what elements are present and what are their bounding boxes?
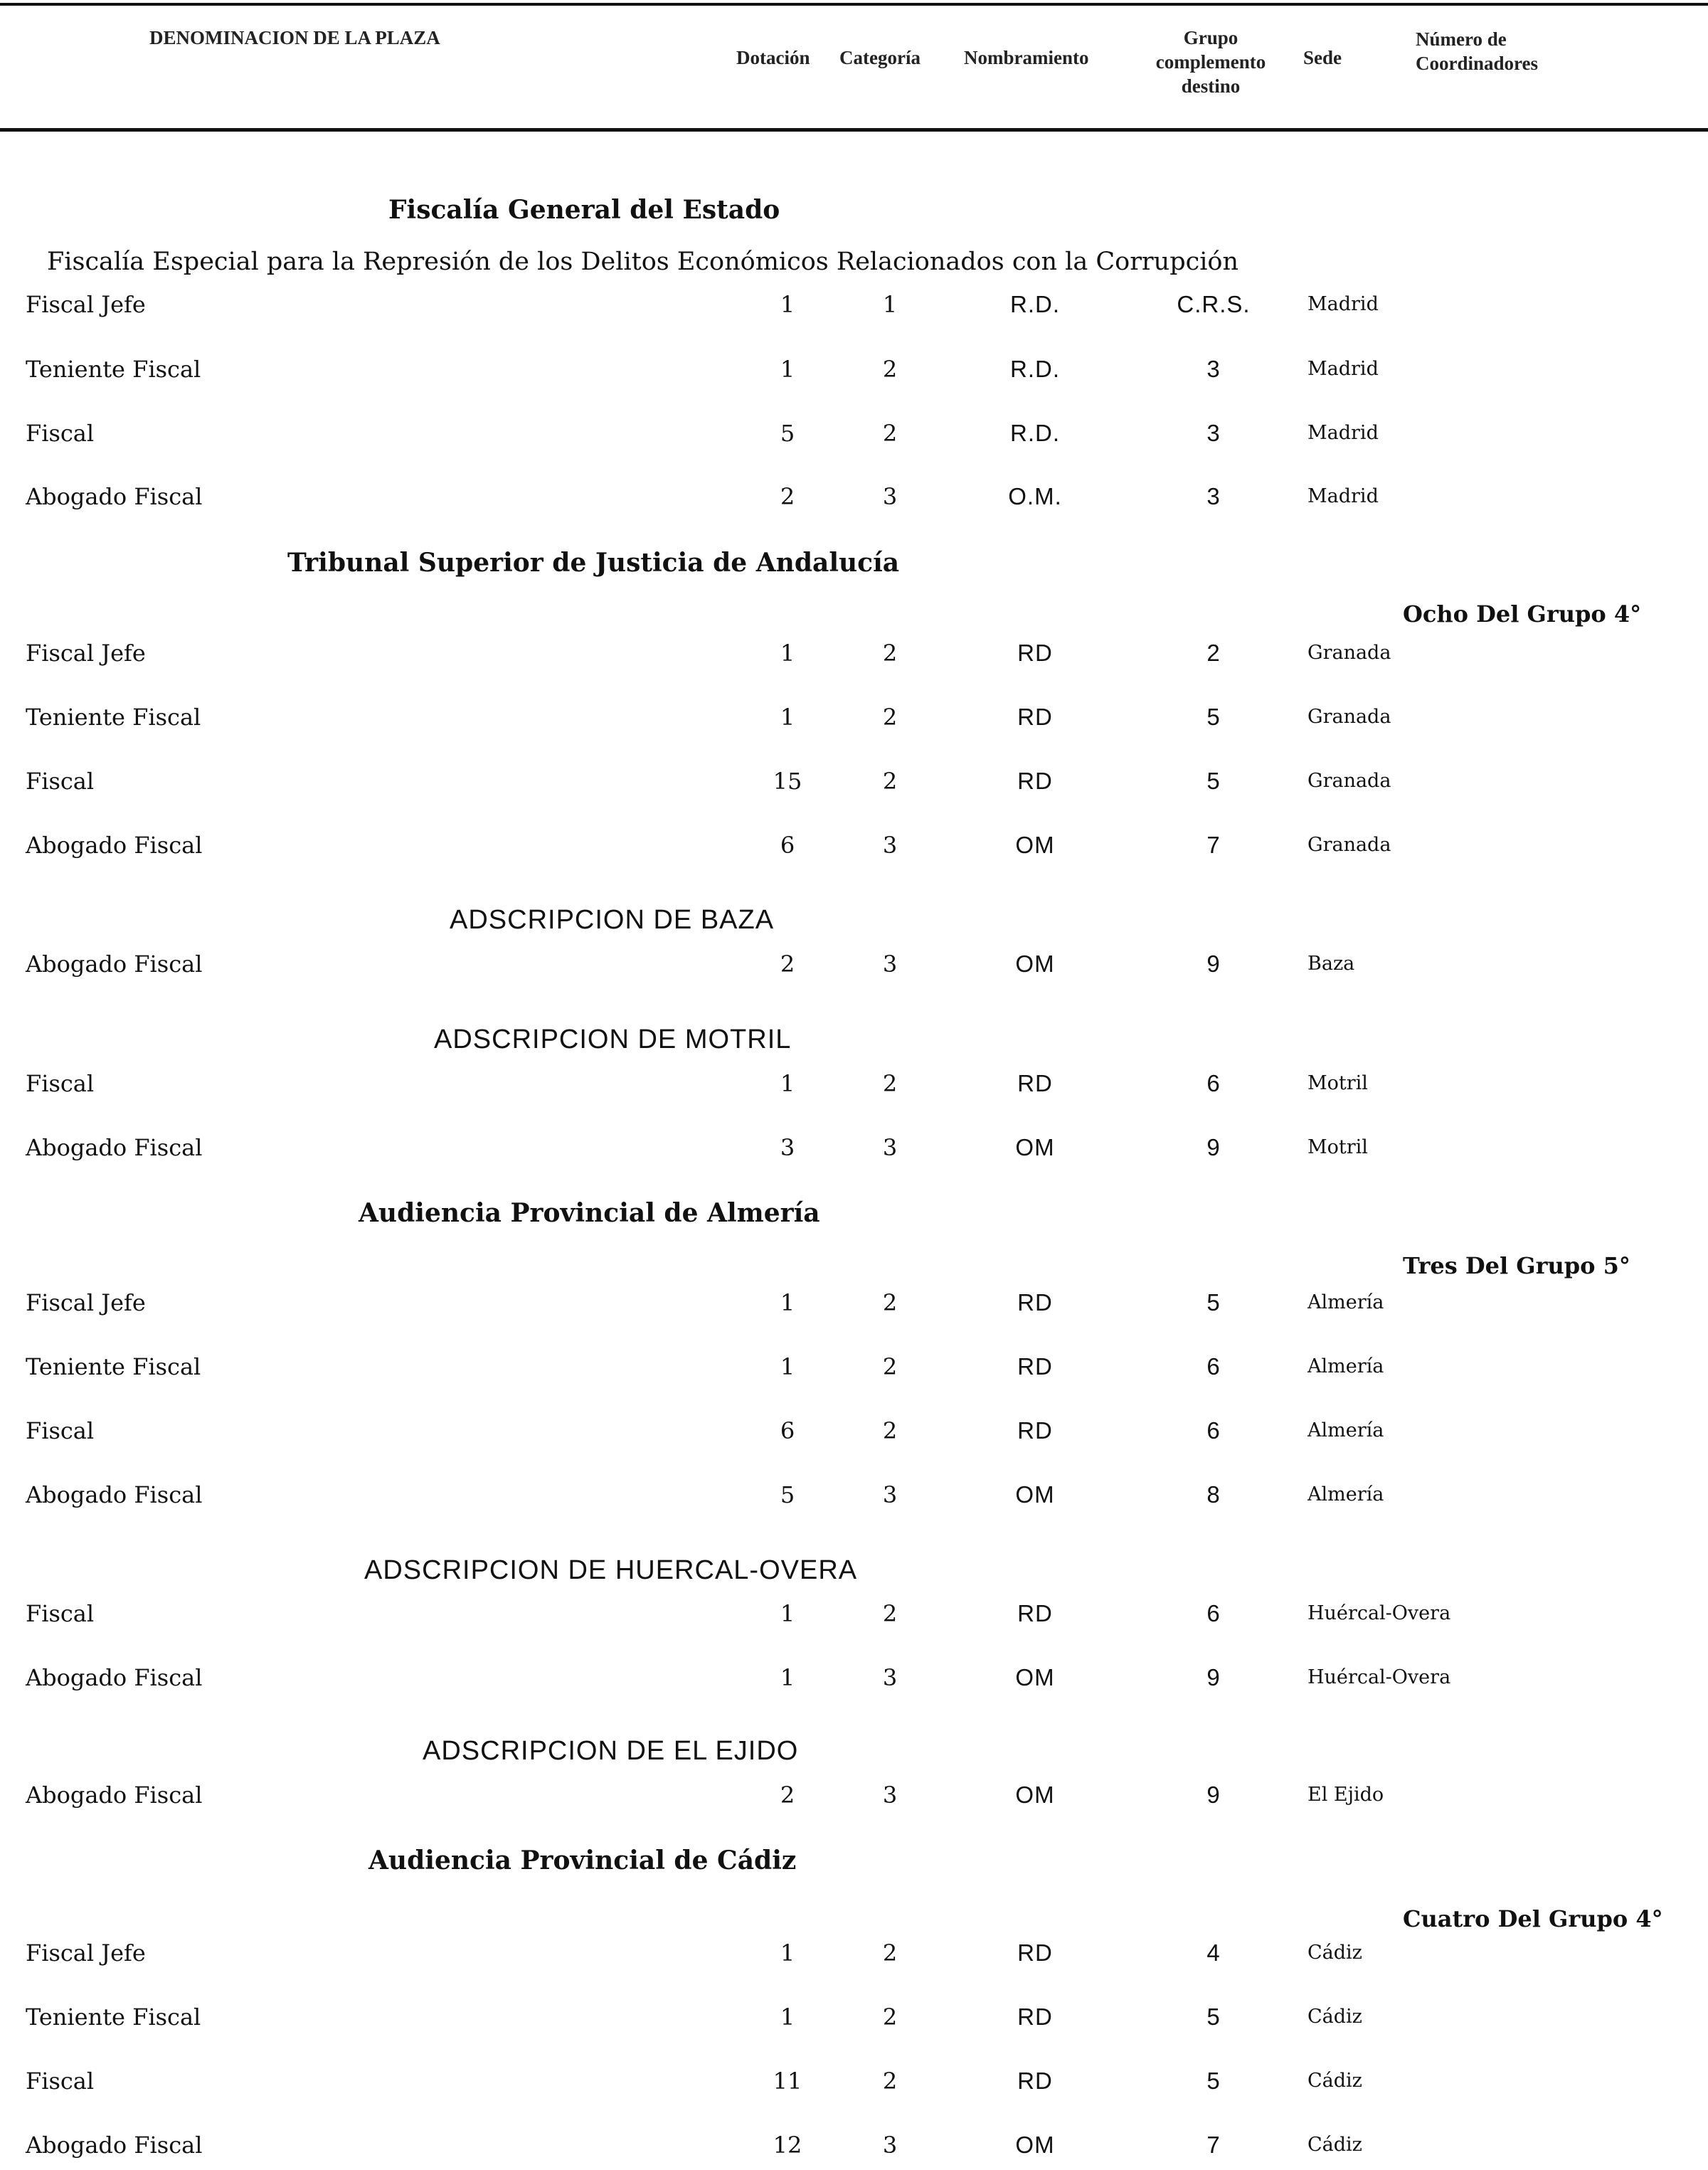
sede-cell: El Ejido <box>1307 1784 1384 1806</box>
nombramiento-cell: RD <box>1017 1939 1053 1966</box>
grupo-cell: 9 <box>1206 1782 1221 1808</box>
grupo-cell: 5 <box>1206 2068 1221 2094</box>
categoria-cell: 2 <box>882 2004 898 2031</box>
table-row <box>0 1937 1708 1969</box>
table-row <box>0 1350 1708 1383</box>
grupo-cell: 5 <box>1206 2004 1221 2030</box>
table-row <box>0 1131 1708 1164</box>
table-row <box>0 417 1708 450</box>
sede-cell: Huércal-Overa <box>1307 1666 1451 1688</box>
nombramiento-cell: OM <box>1015 1134 1055 1160</box>
table-row <box>0 1661 1708 1694</box>
nombramiento-cell: R.D. <box>1010 356 1060 382</box>
grupo-cell: 3 <box>1206 356 1221 382</box>
sede-cell: Madrid <box>1307 358 1379 380</box>
grupo-cell: 5 <box>1206 1289 1221 1316</box>
section-title-almeria: Audiencia Provincial de Almería <box>359 1198 820 1228</box>
categoria-cell: 1 <box>882 291 898 318</box>
coordinadores-almeria: Tres Del Grupo 5° <box>1403 1252 1630 1279</box>
dotacion-cell: 1 <box>780 2004 795 2031</box>
table-row <box>0 1067 1708 1100</box>
dotacion-cell: 1 <box>780 1600 795 1627</box>
plaza-cell: Fiscal <box>26 1417 95 1444</box>
sede-cell: Almería <box>1307 1483 1384 1505</box>
dotacion-cell: 11 <box>773 2068 802 2095</box>
table-row <box>0 2001 1708 2033</box>
categoria-cell: 2 <box>882 1417 898 1444</box>
section-title-fge: Fiscalía General del Estado <box>388 195 780 225</box>
section-title-cadiz: Audiencia Provincial de Cádiz <box>368 1846 797 1875</box>
sede-cell: Huércal-Overa <box>1307 1602 1451 1624</box>
header-bottom-rule <box>0 128 1708 132</box>
dotacion-cell: 6 <box>780 1417 795 1444</box>
plaza-cell: Fiscal <box>26 1070 95 1097</box>
col-header-dotacion: Dotación <box>736 47 810 68</box>
dotacion-cell: 5 <box>780 420 795 447</box>
col-header-nombramiento: Nombramiento <box>964 47 1089 68</box>
grupo-cell: 9 <box>1206 1134 1221 1160</box>
table-row <box>0 1779 1708 1811</box>
plaza-cell: Teniente Fiscal <box>26 1353 201 1380</box>
sede-cell: Cádiz <box>1307 2006 1362 2028</box>
plaza-cell: Fiscal Jefe <box>26 1939 146 1967</box>
plaza-cell: Abogado Fiscal <box>26 1134 203 1161</box>
grupo-cell: 7 <box>1206 2132 1221 2158</box>
dotacion-cell: 12 <box>773 2132 802 2159</box>
nombramiento-cell: RD <box>1017 1600 1053 1626</box>
section-title-baza: ADSCRIPCION DE BAZA <box>450 905 775 935</box>
dotacion-cell: 2 <box>780 951 795 978</box>
categoria-cell: 2 <box>882 1070 898 1097</box>
plaza-cell: Abogado Fiscal <box>26 1481 203 1508</box>
nombramiento-cell: RD <box>1017 640 1053 666</box>
nombramiento-cell: O.M. <box>1008 483 1062 509</box>
coordinadores-cadiz: Cuatro Del Grupo 4° <box>1403 1905 1663 1932</box>
dotacion-cell: 1 <box>780 1664 795 1691</box>
coordinadores-tsj-andalucia: Ocho Del Grupo 4° <box>1403 600 1642 628</box>
sede-cell: Almería <box>1307 1419 1384 1441</box>
grupo-cell: 6 <box>1206 1417 1221 1444</box>
sede-cell: Cádiz <box>1307 1942 1362 1964</box>
table-row <box>0 1414 1708 1447</box>
header-top-rule <box>0 3 1708 6</box>
categoria-cell: 2 <box>882 420 898 447</box>
dotacion-cell: 1 <box>780 1289 795 1316</box>
plaza-cell: Abogado Fiscal <box>26 1782 203 1809</box>
nombramiento-cell: R.D. <box>1010 420 1060 446</box>
grupo-cell: 2 <box>1206 640 1221 666</box>
categoria-cell: 2 <box>882 2068 898 2095</box>
dotacion-cell: 2 <box>780 1782 795 1809</box>
section-title-tsj-andalucia: Tribunal Superior de Justicia de Andalucía <box>287 548 900 578</box>
col-header-categoria: Categoría <box>839 47 921 68</box>
section-title-huercal-overa: ADSCRIPCION DE HUERCAL-OVERA <box>364 1555 858 1585</box>
plaza-cell: Abogado Fiscal <box>26 1664 203 1691</box>
plaza-cell: Abogado Fiscal <box>26 483 203 510</box>
col-header-numero-coordinadores: Número de Coordinadores <box>1416 28 1539 74</box>
plaza-cell: Fiscal <box>26 1600 95 1627</box>
plaza-cell: Fiscal <box>26 768 95 795</box>
categoria-cell: 2 <box>882 640 898 667</box>
table-row <box>0 1597 1708 1630</box>
grupo-cell: 3 <box>1206 420 1221 446</box>
nombramiento-cell: R.D. <box>1010 291 1060 317</box>
plaza-cell: Teniente Fiscal <box>26 2004 201 2031</box>
sede-cell: Madrid <box>1307 293 1379 315</box>
categoria-cell: 2 <box>882 704 898 731</box>
grupo-cell: 6 <box>1206 1070 1221 1096</box>
plaza-cell: Fiscal Jefe <box>26 640 146 667</box>
categoria-cell: 3 <box>882 483 898 510</box>
plaza-cell: Abogado Fiscal <box>26 951 203 978</box>
table-row <box>0 1286 1708 1319</box>
nombramiento-cell: OM <box>1015 2132 1055 2158</box>
nombramiento-cell: OM <box>1015 832 1055 858</box>
nombramiento-cell: RD <box>1017 704 1053 730</box>
nombramiento-cell: RD <box>1017 768 1053 794</box>
categoria-cell: 3 <box>882 832 898 859</box>
sede-cell: Granada <box>1307 706 1391 728</box>
table-row <box>0 765 1708 798</box>
table-row <box>0 1478 1708 1511</box>
dotacion-cell: 1 <box>780 1353 795 1380</box>
dotacion-cell: 2 <box>780 483 795 510</box>
nombramiento-cell: OM <box>1015 1782 1055 1808</box>
table-row <box>0 288 1708 321</box>
nombramiento-cell: RD <box>1017 2068 1053 2094</box>
sede-cell: Motril <box>1307 1136 1368 1158</box>
table-row <box>0 948 1708 980</box>
section-title-el-ejido: ADSCRIPCION DE EL EJIDO <box>423 1736 799 1766</box>
nombramiento-cell: RD <box>1017 2004 1053 2030</box>
categoria-cell: 2 <box>882 1353 898 1380</box>
nombramiento-cell: RD <box>1017 1289 1053 1316</box>
nombramiento-cell: RD <box>1017 1353 1053 1380</box>
nombramiento-cell: OM <box>1015 1481 1055 1508</box>
plaza-cell: Fiscal Jefe <box>26 1289 146 1316</box>
dotacion-cell: 1 <box>780 356 795 383</box>
table-row <box>0 480 1708 513</box>
grupo-cell: 5 <box>1206 704 1221 730</box>
plaza-cell: Fiscal <box>26 2068 95 2095</box>
nombramiento-cell: OM <box>1015 1664 1055 1690</box>
dotacion-cell: 1 <box>780 704 795 731</box>
categoria-cell: 2 <box>882 356 898 383</box>
sede-cell: Granada <box>1307 834 1391 856</box>
categoria-cell: 2 <box>882 1289 898 1316</box>
nombramiento-cell: RD <box>1017 1070 1053 1096</box>
grupo-cell: 8 <box>1206 1481 1221 1508</box>
nombramiento-cell: OM <box>1015 951 1055 977</box>
dotacion-cell: 6 <box>780 832 795 859</box>
categoria-cell: 3 <box>882 1481 898 1508</box>
categoria-cell: 3 <box>882 2132 898 2159</box>
sede-cell: Almería <box>1307 1355 1384 1377</box>
grupo-cell: 9 <box>1206 1664 1221 1690</box>
categoria-cell: 3 <box>882 1664 898 1691</box>
categoria-cell: 3 <box>882 951 898 978</box>
table-row <box>0 829 1708 862</box>
table-row <box>0 2065 1708 2097</box>
table-row <box>0 637 1708 669</box>
sede-cell: Madrid <box>1307 422 1379 444</box>
col-header-denominacion: DENOMINACION DE LA PLAZA <box>149 27 440 48</box>
grupo-cell: 6 <box>1206 1600 1221 1626</box>
col-header-sede: Sede <box>1303 47 1342 68</box>
sede-cell: Granada <box>1307 770 1391 792</box>
dotacion-cell: 1 <box>780 1070 795 1097</box>
plaza-cell: Teniente Fiscal <box>26 704 201 731</box>
categoria-cell: 2 <box>882 768 898 795</box>
grupo-cell: 4 <box>1206 1939 1221 1966</box>
table-row <box>0 701 1708 734</box>
sede-cell: Baza <box>1307 953 1355 975</box>
nombramiento-cell: RD <box>1017 1417 1053 1444</box>
plaza-cell: Abogado Fiscal <box>26 832 203 859</box>
dotacion-cell: 1 <box>780 291 795 318</box>
categoria-cell: 3 <box>882 1134 898 1161</box>
table-row <box>0 2129 1708 2161</box>
grupo-cell: 6 <box>1206 1353 1221 1380</box>
categoria-cell: 2 <box>882 1939 898 1967</box>
categoria-cell: 3 <box>882 1782 898 1809</box>
sede-cell: Cádiz <box>1307 2134 1362 2156</box>
grupo-cell: 5 <box>1206 768 1221 794</box>
dotacion-cell: 15 <box>773 768 802 795</box>
sede-cell: Granada <box>1307 642 1391 664</box>
grupo-cell: C.R.S. <box>1177 291 1251 317</box>
dotacion-cell: 1 <box>780 1939 795 1967</box>
sede-cell: Cádiz <box>1307 2070 1362 2092</box>
plaza-cell: Teniente Fiscal <box>26 356 201 383</box>
grupo-cell: 9 <box>1206 951 1221 977</box>
grupo-cell: 7 <box>1206 832 1221 858</box>
plaza-cell: Fiscal <box>26 420 95 447</box>
plaza-cell: Abogado Fiscal <box>26 2132 203 2159</box>
sede-cell: Madrid <box>1307 485 1379 507</box>
table-row <box>0 353 1708 386</box>
dotacion-cell: 5 <box>780 1481 795 1508</box>
categoria-cell: 2 <box>882 1600 898 1627</box>
dotacion-cell: 1 <box>780 640 795 667</box>
plaza-cell: Fiscal Jefe <box>26 291 146 318</box>
col-header-grupo: Grupo complemento destino <box>1155 27 1266 97</box>
dotacion-cell: 3 <box>780 1134 795 1161</box>
sede-cell: Almería <box>1307 1291 1384 1313</box>
section-title-motril: ADSCRIPCION DE MOTRIL <box>434 1025 792 1054</box>
grupo-cell: 3 <box>1206 483 1221 509</box>
sede-cell: Motril <box>1307 1072 1368 1094</box>
section-subtitle-fge: Fiscalía Especial para la Represión de los Delitos Económicos Relacionados con la Corrupción <box>47 248 1239 276</box>
